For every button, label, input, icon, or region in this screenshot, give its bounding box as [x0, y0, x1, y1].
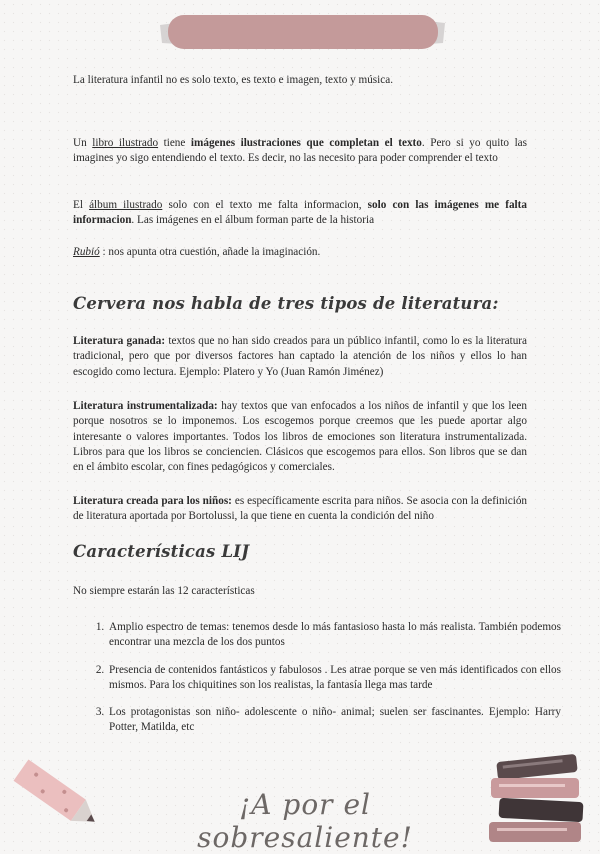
album-ilustrado-term: álbum ilustrado: [89, 199, 163, 211]
list-item: 3. Los protagonistas son niño- adolescente o niño- animal; suelen ser fascinantes. Ejemplo: Harry Potter, Matilda, etc: [107, 705, 561, 736]
intro-paragraph: La literatura infantil no es solo texto, es texto e imagen, texto y música.: [73, 74, 393, 86]
rubio-paragraph: Rubió : nos apunta otra cuestión, añade la imaginación.: [73, 246, 321, 258]
libro-ilustrado-paragraph: Un libro ilustrado tiene imágenes ilustraciones que completan el texto. Pero si yo quito las imagines yo sigo entendiendo el texto. Es decir, no las necesito para poder comprender el texto: [73, 137, 527, 165]
libro-ilustrado-term: libro ilustrado: [92, 137, 159, 149]
list-item: 1. Amplio espectro de temas: tenemos desde lo más fantasioso hasta lo más realista. También podemos encontrar una mezcla de los dos puntos: [107, 620, 561, 651]
type-creada-paragraph: Literatura creada para los niños: es específicamente escrita para niños. Se asocia con la definición de literatura aportada por Bortolussi, la que tiene en cuenta la condición del niño: [73, 495, 528, 523]
album-ilustrado-paragraph: El álbum ilustrado solo con el texto me falta informacion, solo con las imágenes me falta informacion. Las imágenes en el álbum forman parte de la historia: [73, 199, 527, 227]
washi-tape-decoration: [160, 15, 445, 49]
heading-cervera: Cervera nos habla de tres tipos de literatura:: [73, 294, 499, 313]
heading-caracteristicas: Características LIJ: [73, 542, 250, 561]
list-item: 2. Presencia de contenidos fantásticos y fabulosos . Les atrae porque se ven más identificados con ellos mismos. Para los chiquitines son los realistas, la fantasía llega mas tarde: [107, 663, 561, 694]
pencil-icon: [0, 752, 110, 848]
books-icon: [485, 748, 600, 848]
rubio-name: Rubió: [73, 246, 100, 258]
type-instrumentalizada-paragraph: Literatura instrumentalizada: hay textos que van enfocados a los niños de infantil y que los leen porque nosotros se lo imponemos. Los escogemos porque creemos que les puede aportar algo interesante o valores importantes. Todos los libros de emociones son literatura instrumentalizada. Libros para que los libros se conciencien. Clásicos que escogemos para ellos. Son libros que se dan en el ámbito escolar, con fines pedagógicos y comerciales.: [73, 400, 527, 474]
type-ganada-paragraph: Literatura ganada: textos que no han sido creados para un público infantil, como lo es la literatura tradicional, pero que por diversos factores han captado la atención de los niños y ellos lo han escogido como lectura. Ejemplo: Platero y Yo (Juan Ramón Jiménez): [73, 335, 527, 378]
footer-motto: ¡A por el sobresaliente!: [197, 788, 413, 854]
caracteristicas-intro: No siempre estarán las 12 características: [73, 585, 255, 597]
caracteristicas-list: [73, 620, 561, 748]
